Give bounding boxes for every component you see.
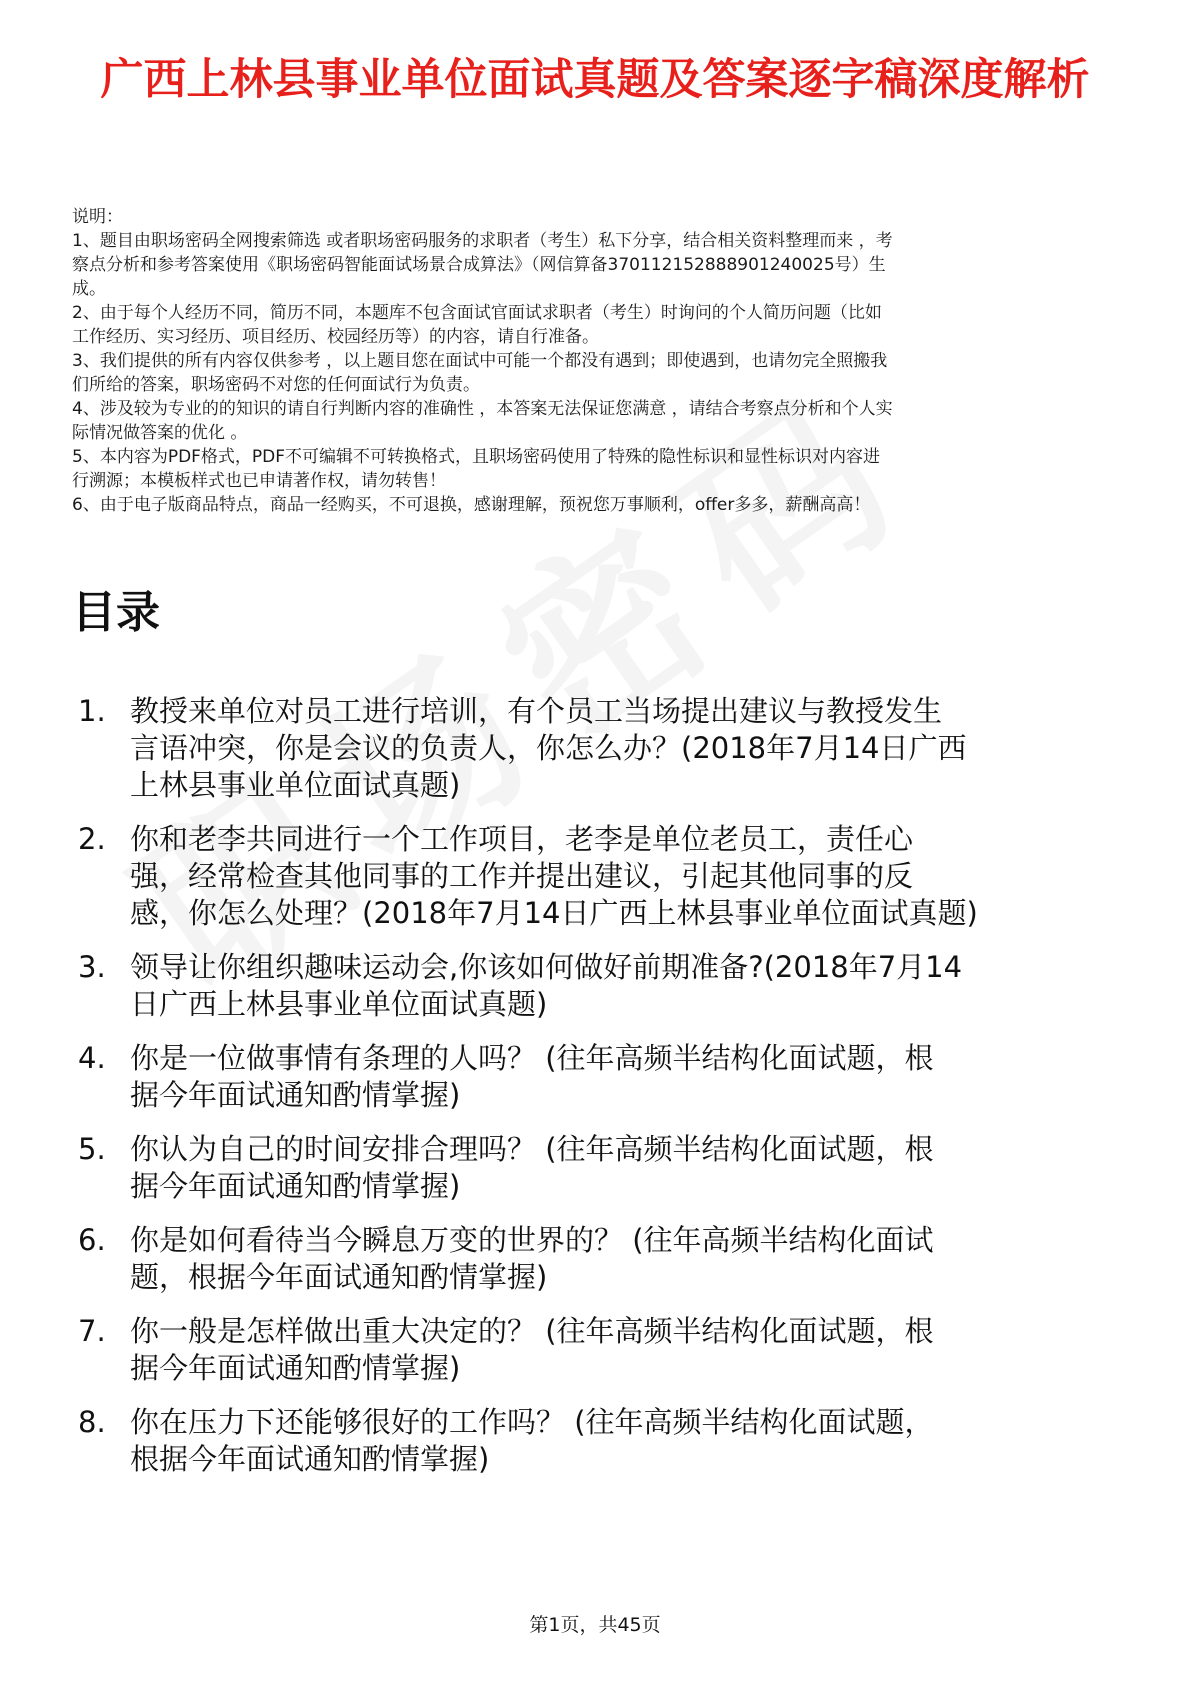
note-line: 们所给的答案，职场密码不对您的任何面试行为负责。	[72, 375, 480, 395]
note-line: 1、题目由职场密码全网搜索筛选 或者职场密码服务的求职者（考生）私下分享，结合相关资料整理而来 ，考	[72, 231, 893, 251]
note-line: 3、我们提供的所有内容仅供参考 ，以上题目您在面试中可能一个都没有遇到；即使遇到，也请勿完全照搬我	[72, 351, 888, 371]
toc-item-text	[130, 821, 1132, 932]
toc-item[interactable]	[72, 821, 1132, 932]
toc-item-line: 据今年面试通知酌情掌握)	[130, 1169, 461, 1203]
toc-item-line: 你一般是怎样做出重大决定的？ (往年高频半结构化面试题，根	[130, 1314, 934, 1348]
toc-item-text	[130, 1404, 1132, 1478]
toc-item-line: 你在压力下还能够很好的工作吗？ (往年高频半结构化面试题，	[130, 1405, 934, 1439]
toc-heading: 目录	[72, 587, 160, 638]
toc-item[interactable]	[72, 949, 1132, 1023]
toc-item-text	[130, 1040, 1132, 1114]
toc-item-line: 言语冲突，你是会议的负责人，你怎么办？(2018年7月14日广西	[130, 731, 967, 765]
toc-item[interactable]	[72, 1131, 1132, 1205]
page-footer: 第1页，共45页	[529, 1614, 661, 1636]
note-line: 工作经历、实习经历、项目经历、校园经历等）的内容，请自行准备。	[72, 327, 599, 347]
note-line: 2、由于每个人经历不同，简历不同，本题库不包含面试官面试求职者（考生）时询问的个人简历问题（比如	[72, 303, 882, 323]
toc-item-number: 1.	[78, 694, 106, 728]
note-line: 6、由于电子版商品特点，商品一经购买，不可退换，感谢理解，预祝您万事顺利，offer多多，薪酬高高！	[72, 495, 871, 515]
toc-item-number: 3.	[78, 950, 106, 984]
toc-item-number: 2.	[78, 822, 106, 856]
toc-item-number: 5.	[78, 1132, 106, 1166]
toc-item-line: 据今年面试通知酌情掌握)	[130, 1351, 461, 1385]
note-line: 成。	[72, 279, 106, 299]
note-line: 察点分析和参考答案使用《职场密码智能面试场景合成算法》（网信算备370112152888901240025号）生	[72, 255, 886, 275]
toc-item-number: 6.	[78, 1223, 106, 1257]
toc-item[interactable]	[72, 1404, 1132, 1478]
toc-item-line: 题，根据今年面试通知酌情掌握)	[130, 1260, 548, 1294]
note-line: 际情况做答案的优化 。	[72, 423, 248, 443]
note-line: 行溯源；本模板样式也已申请著作权，请勿转售！	[72, 471, 446, 491]
toc-item-line: 领导让你组织趣味运动会,你该如何做好前期准备?(2018年7月14	[130, 950, 963, 984]
toc-item-text	[130, 1222, 1132, 1296]
notes-section	[72, 205, 1122, 517]
toc-list	[72, 693, 1132, 1478]
notes-heading: 说明：	[72, 207, 123, 227]
toc-item-line: 根据今年面试通知酌情掌握)	[130, 1442, 490, 1476]
toc-item-line: 感，你怎么处理？(2018年7月14日广西上林县事业单位面试真题)	[130, 896, 978, 930]
toc-item-number: 4.	[78, 1041, 106, 1075]
toc-item-line: 你和老李共同进行一个工作项目，老李是单位老员工，责任心	[130, 822, 914, 856]
toc-item[interactable]	[72, 1222, 1132, 1296]
toc-item-number: 8.	[78, 1405, 106, 1439]
toc-item-text	[130, 693, 1132, 804]
toc-item[interactable]	[72, 1313, 1132, 1387]
toc-item-line: 上林县事业单位面试真题)	[130, 768, 461, 802]
toc-item-line: 你是一位做事情有条理的人吗？ (往年高频半结构化面试题，根	[130, 1041, 934, 1075]
toc-item-text	[130, 949, 1132, 1023]
note-line: 4、涉及较为专业的的知识的请自行判断内容的准确性 ，本答案无法保证您满意 ，请结合考察点分析和个人实	[72, 399, 893, 419]
toc-item-line: 教授来单位对员工进行培训，有个员工当场提出建议与教授发生	[130, 694, 943, 728]
toc-item-line: 你认为自己的时间安排合理吗？ (往年高频半结构化面试题，根	[130, 1132, 934, 1166]
toc-item[interactable]	[72, 693, 1132, 804]
toc-item-line: 你是如何看待当今瞬息万变的世界的？ (往年高频半结构化面试	[130, 1223, 934, 1257]
toc-item-line: 强，经常检查其他同事的工作并提出建议，引起其他同事的反	[130, 859, 914, 893]
toc-item-line: 日广西上林县事业单位面试真题)	[130, 987, 548, 1021]
note-line: 5、本内容为PDF格式，PDF不可编辑不可转换格式，且职场密码使用了特殊的隐性标识和显性标识对内容进	[72, 447, 881, 467]
document-title: 广西上林县事业单位面试真题及答案逐字稿深度解析	[100, 55, 1090, 105]
toc-item-line: 据今年面试通知酌情掌握)	[130, 1078, 461, 1112]
toc-item-number: 7.	[78, 1314, 106, 1348]
toc-item-text	[130, 1313, 1132, 1387]
toc-item[interactable]	[72, 1040, 1132, 1114]
toc-item-text	[130, 1131, 1132, 1205]
